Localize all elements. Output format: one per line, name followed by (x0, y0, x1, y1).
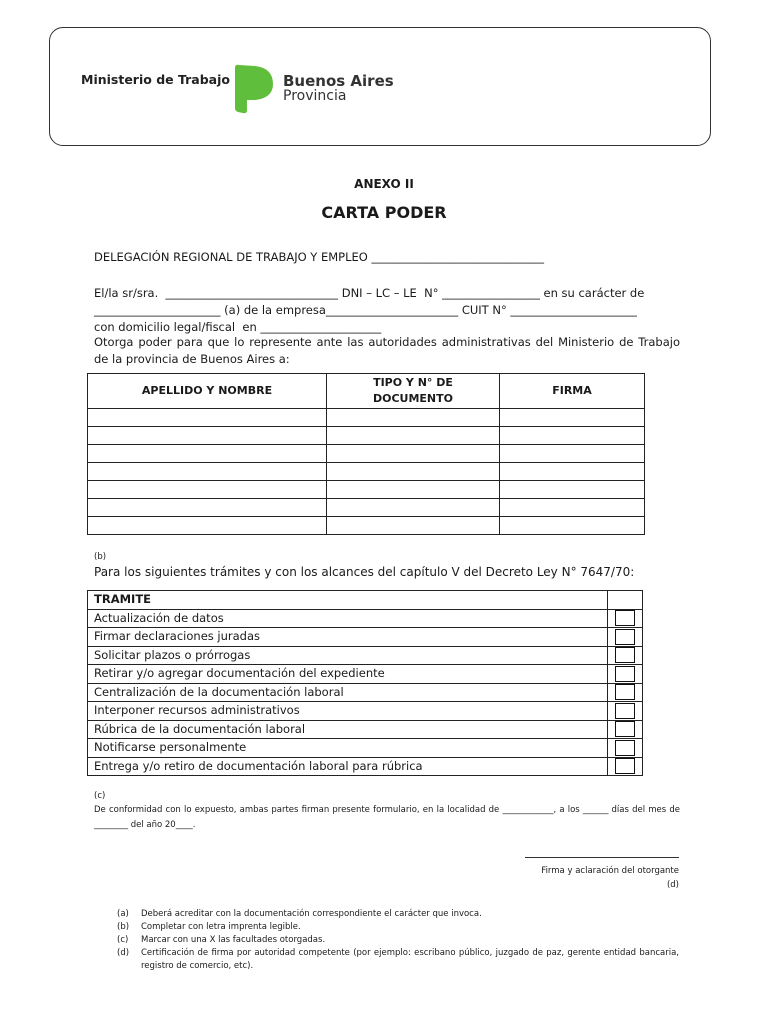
procedure-checkbox[interactable] (615, 666, 635, 682)
grant-text: Otorga poder para que lo represente ante las autoridades administrativas del Ministerio de Trabajo de la provincia de Buenos Aires a: (94, 335, 680, 366)
list-item (88, 683, 643, 702)
signature-label: Firma y aclaración del otorgante (541, 866, 679, 876)
list-item (88, 628, 643, 647)
delegation-field[interactable]: DELEGACIÓN REGIONAL DE TRABAJO Y EMPLEO ______________________________ (94, 250, 544, 264)
procedure-checkbox[interactable] (615, 703, 635, 719)
procedure-checkbox[interactable] (615, 721, 635, 737)
letterhead (49, 27, 711, 146)
cell-signature[interactable] (500, 499, 645, 517)
provincia-logo-icon (233, 64, 275, 114)
signature-line[interactable] (525, 857, 679, 858)
note-c-marker: (c) (94, 791, 106, 801)
cell-name[interactable] (88, 427, 327, 445)
procedure-label: Centralización de la documentación laboral (88, 683, 608, 702)
cell-signature[interactable] (500, 445, 645, 463)
footnote: (b) Completar con letra imprenta legible. (117, 922, 301, 932)
col-signature: FIRMA (500, 374, 645, 409)
procedures-intro: Para los siguientes trámites y con los alcances del capítulo V del Decreto Ley N° 7647/70: (94, 565, 635, 579)
form-line-domicile[interactable]: con domicilio legal/fiscal en _____________________ (94, 320, 382, 334)
procedure-label: Entrega y/o retiro de documentación laboral para rúbrica (88, 757, 608, 776)
form-line-name[interactable]: El/la sr/sra. ______________________________ DNI – LC – LE N° _________________ en su carácter de (94, 286, 645, 300)
procedure-label: Interponer recursos administrativos (88, 702, 608, 721)
table-row[interactable] (88, 409, 645, 427)
list-item (88, 757, 643, 776)
note-d-marker: (d) (666, 880, 679, 890)
procedure-label: Actualización de datos (88, 609, 608, 628)
col-name: APELLIDO Y NOMBRE (88, 374, 327, 409)
conformity-text[interactable]: De conformidad con lo expuesto, ambas partes firman presente formulario, en la localidad de ____________, a los ______ días del mes de ________ del año 20____. (94, 805, 680, 830)
cell-document[interactable] (327, 463, 500, 481)
table-row[interactable] (88, 463, 645, 481)
cell-document[interactable] (327, 409, 500, 427)
cell-name[interactable] (88, 463, 327, 481)
table-row[interactable] (88, 517, 645, 535)
list-item (88, 665, 643, 684)
footnote: (c) Marcar con una X las facultades otorgadas. (117, 935, 326, 945)
cell-name[interactable] (88, 445, 327, 463)
cell-signature[interactable] (500, 427, 645, 445)
list-item (88, 702, 643, 721)
list-item (88, 609, 643, 628)
procedure-checkbox[interactable] (615, 740, 635, 756)
list-item (88, 720, 643, 739)
cell-signature[interactable] (500, 409, 645, 427)
table-row[interactable] (88, 481, 645, 499)
cell-name[interactable] (88, 481, 327, 499)
brand-line-1: Buenos Aires (283, 72, 394, 90)
procedure-label: Solicitar plazos o prórrogas (88, 646, 608, 665)
footnote: (d) Certificación de firma por autoridad competente (por ejemplo: escribano público, juzgado de paz, gerente entidad bancaria, registro de comercio, etc). (117, 948, 679, 971)
form-line-company[interactable]: ______________________ (a) de la empresa_______________________ CUIT N° ______________________ (94, 303, 637, 317)
page-title: CARTA PODER (321, 203, 447, 222)
table-row[interactable] (88, 445, 645, 463)
cell-signature[interactable] (500, 463, 645, 481)
procedure-checkbox[interactable] (615, 647, 635, 663)
cell-document[interactable] (327, 517, 500, 535)
procedure-checkbox[interactable] (615, 758, 635, 774)
cell-signature[interactable] (500, 517, 645, 535)
procedures-table (87, 590, 643, 776)
procedure-checkbox[interactable] (615, 684, 635, 700)
procedure-label: Retirar y/o agregar documentación del expediente (88, 665, 608, 684)
procedures-header: TRAMITE (88, 591, 608, 610)
cell-document[interactable] (327, 499, 500, 517)
cell-signature[interactable] (500, 481, 645, 499)
procedure-label: Rúbrica de la documentación laboral (88, 720, 608, 739)
list-item (88, 646, 643, 665)
cell-document[interactable] (327, 481, 500, 499)
ministry-name: Ministerio de Trabajo (81, 72, 230, 87)
table-row[interactable] (88, 427, 645, 445)
procedure-label: Notificarse personalmente (88, 739, 608, 758)
table-row[interactable] (88, 499, 645, 517)
footnotes (117, 908, 679, 973)
note-b-marker: (b) (94, 552, 107, 562)
cell-document[interactable] (327, 445, 500, 463)
cell-name[interactable] (88, 499, 327, 517)
cell-name[interactable] (88, 409, 327, 427)
cell-name[interactable] (88, 517, 327, 535)
brand-line-2: Provincia (283, 88, 347, 104)
col-document: TIPO Y N° DE DOCUMENTO (327, 374, 500, 409)
procedure-label: Firmar declaraciones juradas (88, 628, 608, 647)
procedure-checkbox[interactable] (615, 610, 635, 626)
footnote: (a) Deberá acreditar con la documentación correspondiente el carácter que invoca. (117, 909, 482, 919)
list-item (88, 739, 643, 758)
representatives-table (87, 373, 645, 535)
procedure-checkbox[interactable] (615, 629, 635, 645)
annex-label: ANEXO II (354, 177, 414, 191)
cell-document[interactable] (327, 427, 500, 445)
